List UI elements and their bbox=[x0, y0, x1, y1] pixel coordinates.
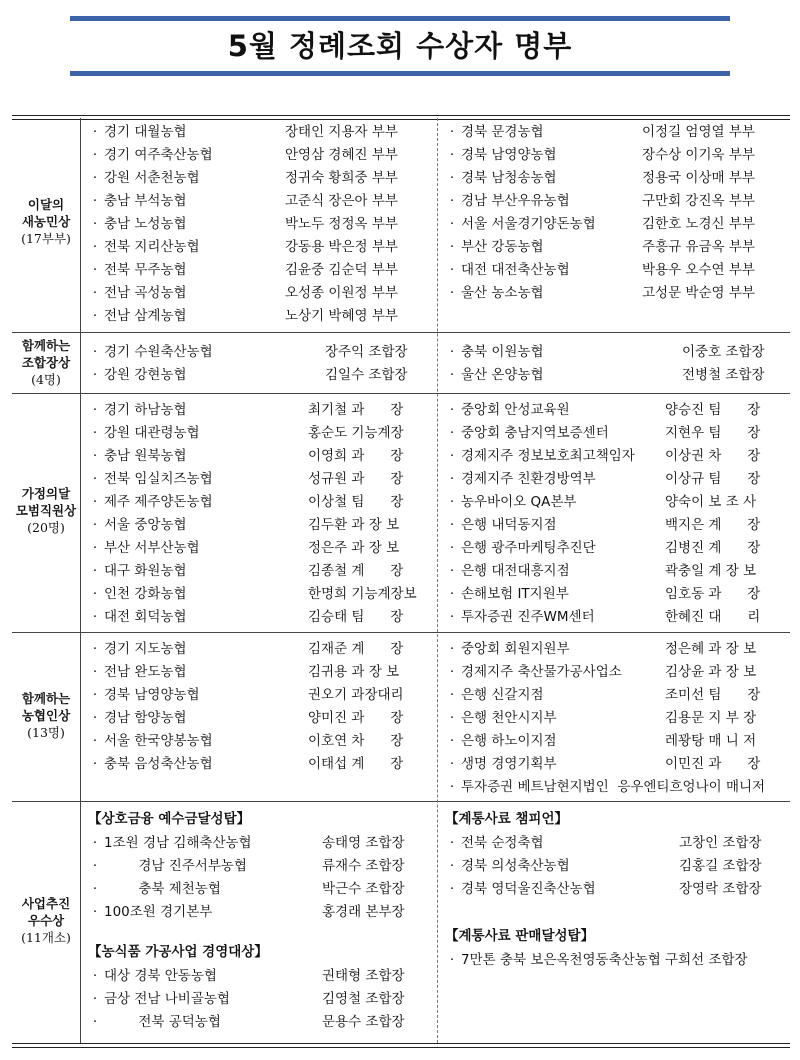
awardee-name: 한명희 기능계장보 bbox=[308, 586, 417, 602]
bullet: · bbox=[449, 563, 455, 579]
bullet: · bbox=[449, 756, 455, 772]
section-label-chairman: 함께하는 조합장상 (4명) bbox=[21, 338, 71, 387]
list-item bbox=[90, 606, 430, 629]
list-item bbox=[90, 341, 430, 364]
bullet: · bbox=[449, 517, 455, 533]
organization-name: 경북 남영양농협 bbox=[461, 147, 557, 163]
subheading-food-processing: 【농식품 가공사업 경영대상】 bbox=[88, 944, 268, 960]
bullet: · bbox=[449, 262, 455, 278]
awardee-name: 레꽝탕 매 니 저 bbox=[665, 733, 757, 749]
organization-name: 은행 신갈지점 bbox=[461, 687, 544, 703]
bullet: · bbox=[92, 308, 98, 324]
label-column-divider bbox=[80, 118, 81, 1043]
bullet: · bbox=[92, 367, 98, 383]
list-item bbox=[447, 399, 787, 422]
bullet: · bbox=[92, 239, 98, 255]
bullet: · bbox=[92, 1014, 98, 1030]
awardee-name: 한혜진 대 리 bbox=[665, 609, 761, 625]
list-item bbox=[447, 236, 787, 259]
bullet: · bbox=[92, 193, 98, 209]
organization-name: 부산 강동농협 bbox=[461, 239, 544, 255]
nh-person-left-list bbox=[90, 638, 430, 776]
organization-name: 경제지주 친환경방역부 bbox=[461, 471, 596, 487]
organization-name: 중앙회 안성교육원 bbox=[461, 402, 570, 418]
awardee-name: 이정길 엄영열 부부 bbox=[642, 124, 755, 140]
organization-name: 부산 서부산농협 bbox=[104, 540, 200, 556]
awardee-name: 김용문 지 부 장 bbox=[665, 710, 757, 726]
bullet: · bbox=[449, 858, 455, 874]
organization-name: 충북 음성축산농협 bbox=[104, 756, 213, 772]
nh-person-right-list bbox=[447, 638, 787, 799]
bullet: · bbox=[449, 835, 455, 851]
organization-name: 경남 함양농협 bbox=[104, 710, 187, 726]
organization-name: 은행 광주마케팅추진단 bbox=[461, 540, 596, 556]
bullet: · bbox=[92, 285, 98, 301]
list-item bbox=[447, 638, 787, 661]
bullet: · bbox=[449, 586, 455, 602]
bullet: · bbox=[449, 124, 455, 140]
list-item bbox=[90, 364, 430, 387]
list-item bbox=[90, 1011, 430, 1034]
bullet: · bbox=[92, 344, 98, 360]
awardee-name: 노상기 박혜영 부부 bbox=[285, 308, 398, 324]
awardee-name: 김병진 계 장 bbox=[665, 540, 761, 556]
bullet: · bbox=[449, 609, 455, 625]
list-item bbox=[447, 190, 787, 213]
row-divider bbox=[12, 332, 790, 333]
list-item bbox=[447, 491, 787, 514]
title-top-bar bbox=[70, 16, 730, 21]
deposit-tower-list bbox=[90, 832, 430, 924]
awardee-name: 장태인 지용자 부부 bbox=[285, 124, 398, 140]
model-employee-right-list bbox=[447, 399, 787, 629]
organization-name: 금상 전남 나비골농협 bbox=[104, 991, 230, 1007]
list-item bbox=[90, 121, 430, 144]
list-item bbox=[447, 753, 787, 776]
section-label-new-farmer: 이달의 새농민상 (17부부) bbox=[21, 197, 71, 246]
bullet: · bbox=[449, 425, 455, 441]
awardee-name: 안영삼 경혜진 부부 bbox=[285, 147, 398, 163]
bullet: · bbox=[92, 494, 98, 510]
awardee-name: 장영락 조합장 bbox=[679, 881, 762, 897]
awardee-name: 류재수 조합장 bbox=[322, 858, 405, 874]
awardee-name: 장주익 조합장 bbox=[325, 344, 408, 360]
awardee-name: 정은혜 과 장 보 bbox=[665, 641, 757, 657]
awardee-name: 정귀숙 황희중 부부 bbox=[285, 170, 398, 186]
organization-name: 경기 대월농협 bbox=[104, 124, 187, 140]
awardee-name: 권오기 과장대리 bbox=[308, 687, 404, 703]
bullet: · bbox=[92, 216, 98, 232]
bullet: · bbox=[92, 586, 98, 602]
bullet: · bbox=[449, 779, 455, 795]
bullet: · bbox=[449, 239, 455, 255]
organization-name: 서울 한국양봉농협 bbox=[104, 733, 213, 749]
awardee-name: 양승진 팀 장 bbox=[665, 402, 761, 418]
list-item bbox=[90, 878, 430, 901]
awardee-name: 김윤중 김순덕 부부 bbox=[285, 262, 398, 278]
list-item bbox=[90, 661, 430, 684]
bullet: · bbox=[92, 858, 98, 874]
organization-name: 충북 제천농협 bbox=[104, 881, 221, 897]
organization-name: 손해보험 IT지원부 bbox=[461, 586, 569, 602]
awardee-name: 곽충일 계 장 보 bbox=[665, 563, 757, 579]
organization-name: 경제지주 정보보호최고책임자 bbox=[461, 448, 635, 464]
organization-name: 인천 강화농협 bbox=[104, 586, 187, 602]
bullet: · bbox=[449, 448, 455, 464]
awardee-name: 최기철 과 장 bbox=[308, 402, 404, 418]
list-item bbox=[447, 259, 787, 282]
organization-name: 경남 부산우유농협 bbox=[461, 193, 570, 209]
subheading-feed-champion: 【계통사료 챔피언】 bbox=[445, 811, 568, 827]
table-bottom-rule bbox=[12, 1043, 790, 1048]
section-label-nh-person: 함께하는 농협인상 (13명) bbox=[21, 691, 71, 740]
bullet: · bbox=[92, 733, 98, 749]
list-item bbox=[90, 583, 430, 606]
bullet: · bbox=[449, 285, 455, 301]
organization-name: 투자증권 베트남현지법인 응우엔티흐엉나이 매니저 bbox=[461, 779, 766, 795]
organization-name: 전북 지리산농협 bbox=[104, 239, 200, 255]
bullet: · bbox=[92, 664, 98, 680]
bullet: · bbox=[449, 540, 455, 556]
row-divider bbox=[12, 632, 790, 633]
awardee-name: 박용우 오수연 부부 bbox=[642, 262, 755, 278]
organization-name: 경북 문경농협 bbox=[461, 124, 544, 140]
awardee-name: 주흥규 유금옥 부부 bbox=[642, 239, 755, 255]
organization-name: 제주 제주양돈농협 bbox=[104, 494, 213, 510]
bullet: · bbox=[92, 904, 98, 920]
section-label-model-employee: 가정의달 모범직원상 (20명) bbox=[15, 486, 77, 535]
list-item bbox=[447, 776, 787, 799]
list-item bbox=[447, 445, 787, 468]
list-item bbox=[90, 965, 430, 988]
bullet: · bbox=[449, 641, 455, 657]
bullet: · bbox=[92, 687, 98, 703]
list-item bbox=[90, 730, 430, 753]
title-bottom-bar bbox=[70, 71, 730, 76]
organization-name: 경북 남청송농협 bbox=[461, 170, 557, 186]
organization-name: 경기 하남농협 bbox=[104, 402, 187, 418]
organization-name: 대구 화원농협 bbox=[104, 563, 187, 579]
list-item bbox=[90, 213, 430, 236]
section-label-business-award: 사업추진 우수상 (11개소) bbox=[21, 896, 71, 945]
awardee-name: 정용국 이상매 부부 bbox=[642, 170, 755, 186]
list-item bbox=[90, 282, 430, 305]
bullet: · bbox=[449, 687, 455, 703]
awardee-name: 김영철 조합장 bbox=[322, 991, 405, 1007]
organization-name: 울산 온양농협 bbox=[461, 367, 544, 383]
chairman-left-list bbox=[90, 341, 430, 387]
organization-name: 경기 지도농협 bbox=[104, 641, 187, 657]
organization-name: 충남 원북농협 bbox=[104, 448, 187, 464]
organization-name: 충북 이원농협 bbox=[461, 344, 544, 360]
awardee-name: 이민진 과 장 bbox=[665, 756, 761, 772]
bullet: · bbox=[92, 881, 98, 897]
awardee-name: 고성문 박순영 부부 bbox=[642, 285, 755, 301]
organization-name: 은행 대전대흥지점 bbox=[461, 563, 570, 579]
organization-name: 투자증권 진주WM센터 bbox=[461, 609, 595, 625]
list-item bbox=[90, 514, 430, 537]
organization-name: 전북 공덕농협 bbox=[104, 1014, 221, 1030]
organization-name: 충남 부석농협 bbox=[104, 193, 187, 209]
organization-name: 울산 농소농협 bbox=[461, 285, 544, 301]
list-item bbox=[90, 560, 430, 583]
list-item bbox=[447, 878, 787, 901]
list-item bbox=[447, 213, 787, 236]
organization-name: 경북 의성축산농협 bbox=[461, 858, 570, 874]
bullet: · bbox=[449, 344, 455, 360]
organization-name: 서울 서울경기양돈농협 bbox=[461, 216, 596, 232]
awardee-name: 장수상 이기욱 부부 bbox=[642, 147, 755, 163]
organization-name: 1조원 경남 김해축산농협 bbox=[104, 835, 252, 851]
awardee-name: 김재준 계 장 bbox=[308, 641, 404, 657]
list-item bbox=[447, 468, 787, 491]
organization-name: 충남 노성농협 bbox=[104, 216, 187, 232]
awardee-name: 성규원 과 장 bbox=[308, 471, 404, 487]
list-item bbox=[447, 514, 787, 537]
bullet: · bbox=[92, 124, 98, 140]
awardee-name: 김승태 팀 장 bbox=[308, 609, 404, 625]
bullet: · bbox=[449, 170, 455, 186]
list-item bbox=[447, 949, 787, 972]
list-item bbox=[90, 707, 430, 730]
center-column-divider bbox=[437, 118, 438, 1043]
list-item bbox=[447, 730, 787, 753]
awardee-name: 백지은 계 장 bbox=[665, 517, 761, 533]
bullet: · bbox=[92, 609, 98, 625]
bullet: · bbox=[449, 402, 455, 418]
organization-name: 전북 임실치즈농협 bbox=[104, 471, 213, 487]
awardee-name: 지현우 팀 장 bbox=[665, 425, 761, 441]
organization-name: 전남 완도농협 bbox=[104, 664, 187, 680]
awardee-name: 홍순도 기능계장 bbox=[308, 425, 404, 441]
list-item bbox=[447, 661, 787, 684]
awardee-name: 홍경래 본부장 bbox=[322, 904, 405, 920]
page-title: 5월 정례조회 수상자 명부 bbox=[227, 29, 573, 63]
bullet: · bbox=[449, 733, 455, 749]
awardee-name: 김종철 계 장 bbox=[308, 563, 404, 579]
awardee-name: 오성종 이원정 부부 bbox=[285, 285, 398, 301]
awardee-name: 이상권 차 장 bbox=[665, 448, 761, 464]
awardee-name: 김두환 과 장 보 bbox=[308, 517, 400, 533]
list-item bbox=[90, 753, 430, 776]
organization-name: 경북 영덕울진축산농협 bbox=[461, 881, 596, 897]
organization-name: 강원 대관령농협 bbox=[104, 425, 200, 441]
awardee-name: 권태형 조합장 bbox=[322, 968, 405, 984]
organization-name: 강원 강현농협 bbox=[104, 367, 187, 383]
bullet: · bbox=[92, 517, 98, 533]
awardee-name: 조미선 팀 장 bbox=[665, 687, 761, 703]
awardee-name: 정은주 과 장 보 bbox=[308, 540, 400, 556]
awardee-name: 김상윤 과 장 보 bbox=[665, 664, 757, 680]
list-item bbox=[90, 445, 430, 468]
list-item bbox=[447, 855, 787, 878]
organization-name: 은행 천안시지부 bbox=[461, 710, 557, 726]
awardee-name: 김귀용 과 장 보 bbox=[308, 664, 400, 680]
feed-champion-list bbox=[447, 832, 787, 901]
list-item bbox=[447, 537, 787, 560]
organization-name: 대상 경북 안동농협 bbox=[104, 968, 217, 984]
subheading-deposit-tower: 【상호금융 예수금달성탑】 bbox=[88, 811, 251, 827]
bullet: · bbox=[449, 193, 455, 209]
bullet: · bbox=[449, 216, 455, 232]
bullet: · bbox=[92, 756, 98, 772]
list-item bbox=[447, 121, 787, 144]
list-item bbox=[447, 583, 787, 606]
row-divider bbox=[12, 393, 790, 394]
chairman-right-list bbox=[447, 341, 787, 387]
bullet: · bbox=[449, 710, 455, 726]
organization-name: 경기 여주축산농협 bbox=[104, 147, 213, 163]
organization-name: 전남 삼계농협 bbox=[104, 308, 187, 324]
organization-name: 대전 회덕농협 bbox=[104, 609, 187, 625]
bullet: · bbox=[92, 170, 98, 186]
list-item bbox=[447, 364, 787, 387]
bullet: · bbox=[449, 471, 455, 487]
bullet: · bbox=[92, 471, 98, 487]
list-item bbox=[90, 537, 430, 560]
organization-name: 전북 순정축협 bbox=[461, 835, 544, 851]
awardee-name: 이상규 팀 장 bbox=[665, 471, 761, 487]
awardee-name: 박근수 조합장 bbox=[322, 881, 405, 897]
bullet: · bbox=[449, 147, 455, 163]
list-item bbox=[447, 422, 787, 445]
list-item bbox=[447, 282, 787, 305]
awardee-name: 이상철 팀 장 bbox=[308, 494, 404, 510]
list-item bbox=[90, 901, 430, 924]
awardee-name: 김일수 조합장 bbox=[325, 367, 408, 383]
list-item bbox=[90, 638, 430, 661]
list-item bbox=[90, 190, 430, 213]
awardee-name: 김한호 노경신 부부 bbox=[642, 216, 755, 232]
list-item bbox=[90, 144, 430, 167]
organization-name: 은행 내덕동지점 bbox=[461, 517, 557, 533]
organization-name: 중앙회 회원지원부 bbox=[461, 641, 570, 657]
awardee-name: 고창인 조합장 bbox=[679, 835, 762, 851]
model-employee-left-list bbox=[90, 399, 430, 629]
organization-name: 서울 중앙농협 bbox=[104, 517, 187, 533]
bullet: · bbox=[92, 563, 98, 579]
awardee-name: 이호연 차 장 bbox=[308, 733, 404, 749]
list-item bbox=[90, 491, 430, 514]
bullet: · bbox=[92, 402, 98, 418]
organization-name: 전남 곡성농협 bbox=[104, 285, 187, 301]
organization-name: 생명 경영기획부 bbox=[461, 756, 557, 772]
awardee-name: 양미진 과 장 bbox=[308, 710, 404, 726]
awardee-name: 양숙이 보 조 사 bbox=[665, 494, 757, 510]
bullet: · bbox=[92, 448, 98, 464]
organization-name: 전북 무주농협 bbox=[104, 262, 187, 278]
organization-name: 은행 하노이지점 bbox=[461, 733, 557, 749]
list-item bbox=[90, 259, 430, 282]
bullet: · bbox=[92, 425, 98, 441]
awardee-name: 고준식 장은아 부부 bbox=[285, 193, 398, 209]
bullet: · bbox=[449, 881, 455, 897]
list-item bbox=[90, 855, 430, 878]
bullet: · bbox=[449, 367, 455, 383]
list-item bbox=[90, 832, 430, 855]
subheading-feed-sales-tower: 【계통사료 판매달성탑】 bbox=[445, 928, 595, 944]
list-item bbox=[90, 468, 430, 491]
table-top-rule bbox=[12, 115, 790, 120]
organization-name: 강원 서춘천농협 bbox=[104, 170, 200, 186]
list-item bbox=[447, 144, 787, 167]
awardee-name: 박노두 정정옥 부부 bbox=[285, 216, 398, 232]
list-item bbox=[90, 684, 430, 707]
bullet: · bbox=[92, 641, 98, 657]
bullet: · bbox=[449, 952, 455, 968]
new-farmer-right-list bbox=[447, 121, 787, 305]
new-farmer-left-list bbox=[90, 121, 430, 328]
bullet: · bbox=[92, 710, 98, 726]
awardee-name: 김홍길 조합장 bbox=[679, 858, 762, 874]
awardee-name: 이태섭 계 장 bbox=[308, 756, 404, 772]
awardee-name: 이영희 과 장 bbox=[308, 448, 404, 464]
organization-name: 대전 대전축산농협 bbox=[461, 262, 570, 278]
list-item bbox=[447, 341, 787, 364]
bullet: · bbox=[92, 262, 98, 278]
list-item bbox=[90, 399, 430, 422]
bullet: · bbox=[92, 968, 98, 984]
row-divider bbox=[12, 801, 790, 802]
bullet: · bbox=[449, 494, 455, 510]
bullet: · bbox=[92, 835, 98, 851]
organization-name: 경남 진주서부농협 bbox=[104, 858, 247, 874]
list-item bbox=[90, 305, 430, 328]
bullet: · bbox=[92, 147, 98, 163]
list-item bbox=[447, 167, 787, 190]
organization-name: 농우바이오 QA본부 bbox=[461, 494, 577, 510]
awardee-name: 임호동 과 장 bbox=[665, 586, 761, 602]
list-item bbox=[447, 707, 787, 730]
awardee-name: 송태영 조합장 bbox=[322, 835, 405, 851]
awardee-name: 전병철 조합장 bbox=[682, 367, 765, 383]
awardee-name: 구만회 강진옥 부부 bbox=[642, 193, 755, 209]
organization-name: 경북 남영양농협 bbox=[104, 687, 200, 703]
bullet: · bbox=[92, 540, 98, 556]
organization-name: 100조원 경기본부 bbox=[104, 904, 213, 920]
list-item bbox=[90, 988, 430, 1011]
list-item bbox=[447, 684, 787, 707]
awardee-name: 문용수 조합장 bbox=[322, 1014, 405, 1030]
list-item bbox=[90, 236, 430, 259]
organization-name: 경제지주 축산물가공사업소 bbox=[461, 664, 622, 680]
awardee-name: 강동용 박은정 부부 bbox=[285, 239, 398, 255]
organization-name: 중앙회 충남지역보증센터 bbox=[461, 425, 609, 441]
feed-sales-tower-list bbox=[447, 949, 787, 972]
list-item bbox=[447, 606, 787, 629]
list-item bbox=[90, 167, 430, 190]
list-item bbox=[447, 832, 787, 855]
awardee-name: 이중호 조합장 bbox=[682, 344, 765, 360]
list-item bbox=[447, 560, 787, 583]
list-item bbox=[90, 422, 430, 445]
bullet: · bbox=[92, 991, 98, 1007]
food-processing-list bbox=[90, 965, 430, 1034]
bullet: · bbox=[449, 664, 455, 680]
organization-name: 경기 수원축산농협 bbox=[104, 344, 213, 360]
organization-name: 7만톤 충북 보은옥천영동축산농협 구희선 조합장 bbox=[461, 952, 748, 968]
